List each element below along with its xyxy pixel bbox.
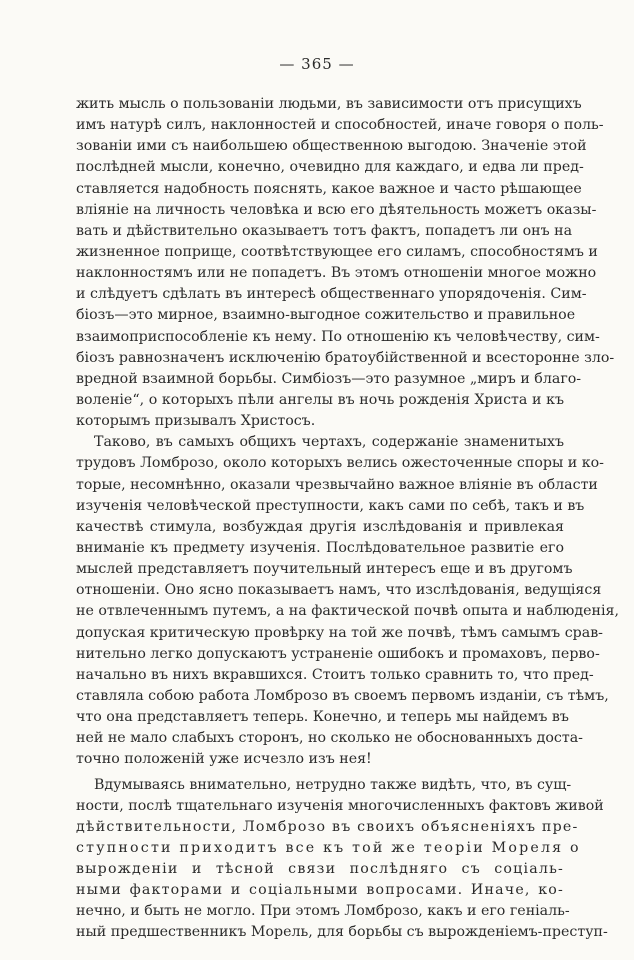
text-line: допуская критическую провѣрку на той же почвѣ, тѣмъ самымъ срав- [76, 624, 603, 641]
text-line: ступности приходитъ все къ той же теоріи Мореля о [76, 839, 581, 856]
text-line: біозъ—это мирное, взаимно-выгодное сожительство и правильное [76, 307, 576, 324]
text-line: взаимоприспособленіе къ нему. По отношенію къ человѣчеству, сим- [76, 328, 600, 345]
text-line: начально въ нихъ вкравшихся. Стоитъ только сравнить то, что пред- [76, 666, 594, 683]
text-line: ными факторами и соціальными вопросами. Иначе, ко- [76, 882, 564, 899]
text-line: жить мысль о пользованіи людьми, въ зависимости отъ присущихъ [76, 96, 582, 112]
text-line: качествѣ стимула, возбуждая другія изслѣдованія и привлекая [76, 518, 564, 535]
text-line: ней не мало слабыхъ сторонъ, но сколько не обоснованныхъ доста- [76, 730, 583, 747]
text-line: Таково, въ самыхъ общихъ чертахъ, содержаніе знаменитыхъ [94, 434, 564, 451]
text-line: что она представляетъ теперь. Конечно, и теперь мы найдемъ въ [76, 709, 569, 726]
text-line: имъ натурѣ силъ, наклонностей и способностей, иначе говоря о поль- [76, 117, 604, 134]
text-line: дѣйствительности, Ломброзо въ своихъ объясненіяхъ пре- [76, 818, 579, 835]
text-line: послѣдней мысли, конечно, очевидно для каждаго, и едва ли пред- [76, 159, 584, 176]
text-line: изученія человѣческой преступности, какъ сами по себѣ, такъ и въ [76, 497, 585, 514]
text-line: жизненное поприще, соотвѣтствующее его силамъ, способностямъ и [76, 243, 598, 260]
text-line: точно положеній уже исчезло изъ нея! [76, 751, 372, 768]
text-line: воленіе“, о которыхъ пѣли ангелы въ ночь рожденія Христа и къ [76, 391, 564, 408]
page-number: — 365 — [279, 55, 355, 73]
text-line: зованіи ими съ наибольшею общественною выгодою. Значеніе этой [76, 138, 587, 155]
text-line: вниманіе къ предмету изученія. Послѣдовательное развитіе его [76, 539, 564, 556]
page-body [76, 94, 619, 944]
text-line: ставляется надобность пояснять, какое важное и часто рѣшающее [76, 180, 582, 197]
text-line: вредной взаимной борьбы. Симбіозъ—это разумное „миръ и благо- [76, 370, 582, 387]
text-line: отношеніи. Оно ясно показываетъ намъ, что изслѣдованія, ведущіяся [76, 582, 602, 599]
text-line: ный предшественникъ Морель, для борьбы съ вырожденіемъ-преступ- [76, 924, 608, 941]
text-line: нительно легко допускаютъ устраненіе ошибокъ и промаховъ, перво- [76, 645, 600, 662]
text-line: которымъ призывалъ Христосъ. [76, 413, 316, 430]
text-line: ности, послѣ тщательнаго изученія многочисленныхъ фактовъ живой [76, 797, 604, 814]
text-line: не отвлеченнымъ путемъ, а на фактической почвѣ опыта и наблюденія, [76, 603, 619, 620]
text-line: вать и дѣйствительно оказываетъ тотъ фактъ, попадетъ ли онъ на [76, 222, 573, 239]
text-line: торые, несомнѣнно, оказали чрезвычайно важное вліяніе въ области [76, 476, 598, 493]
text-line: и слѣдуетъ сдѣлать въ интересѣ общественнаго упорядоченія. Сим- [76, 286, 587, 303]
paragraph-2 [76, 432, 619, 770]
text-line: ставляла собою работа Ломброзо въ своемъ первомъ изданіи, съ тѣмъ, [76, 687, 609, 704]
text-line: вырожденіи и тѣсной связи послѣдняго съ соціаль- [76, 861, 564, 878]
text-line: нечно, и быть не могло. При этомъ Ломброзо, какъ и его геніаль- [76, 903, 570, 920]
text-line: вліяніе на личность человѣка и всю его дѣятельность можетъ оказы- [76, 201, 597, 218]
paragraph-1 [76, 94, 615, 432]
text-line: наклонностямъ или не попадетъ. Въ этомъ отношеніи многое можно [76, 265, 597, 282]
text-line: біозъ равнозначенъ исключенію братоубійственной и всесторонне зло- [76, 349, 615, 366]
text-line: мыслей представляетъ поучительный интересъ еще и въ другомъ [76, 561, 573, 578]
text-line: Вдумываясь внимательно, нетрудно также видѣть, что, въ сущ- [94, 776, 572, 793]
paragraph-3 [76, 775, 608, 944]
text-line: трудовъ Ломброзо, около которыхъ велись ожесточенные споры и ко- [76, 455, 604, 472]
